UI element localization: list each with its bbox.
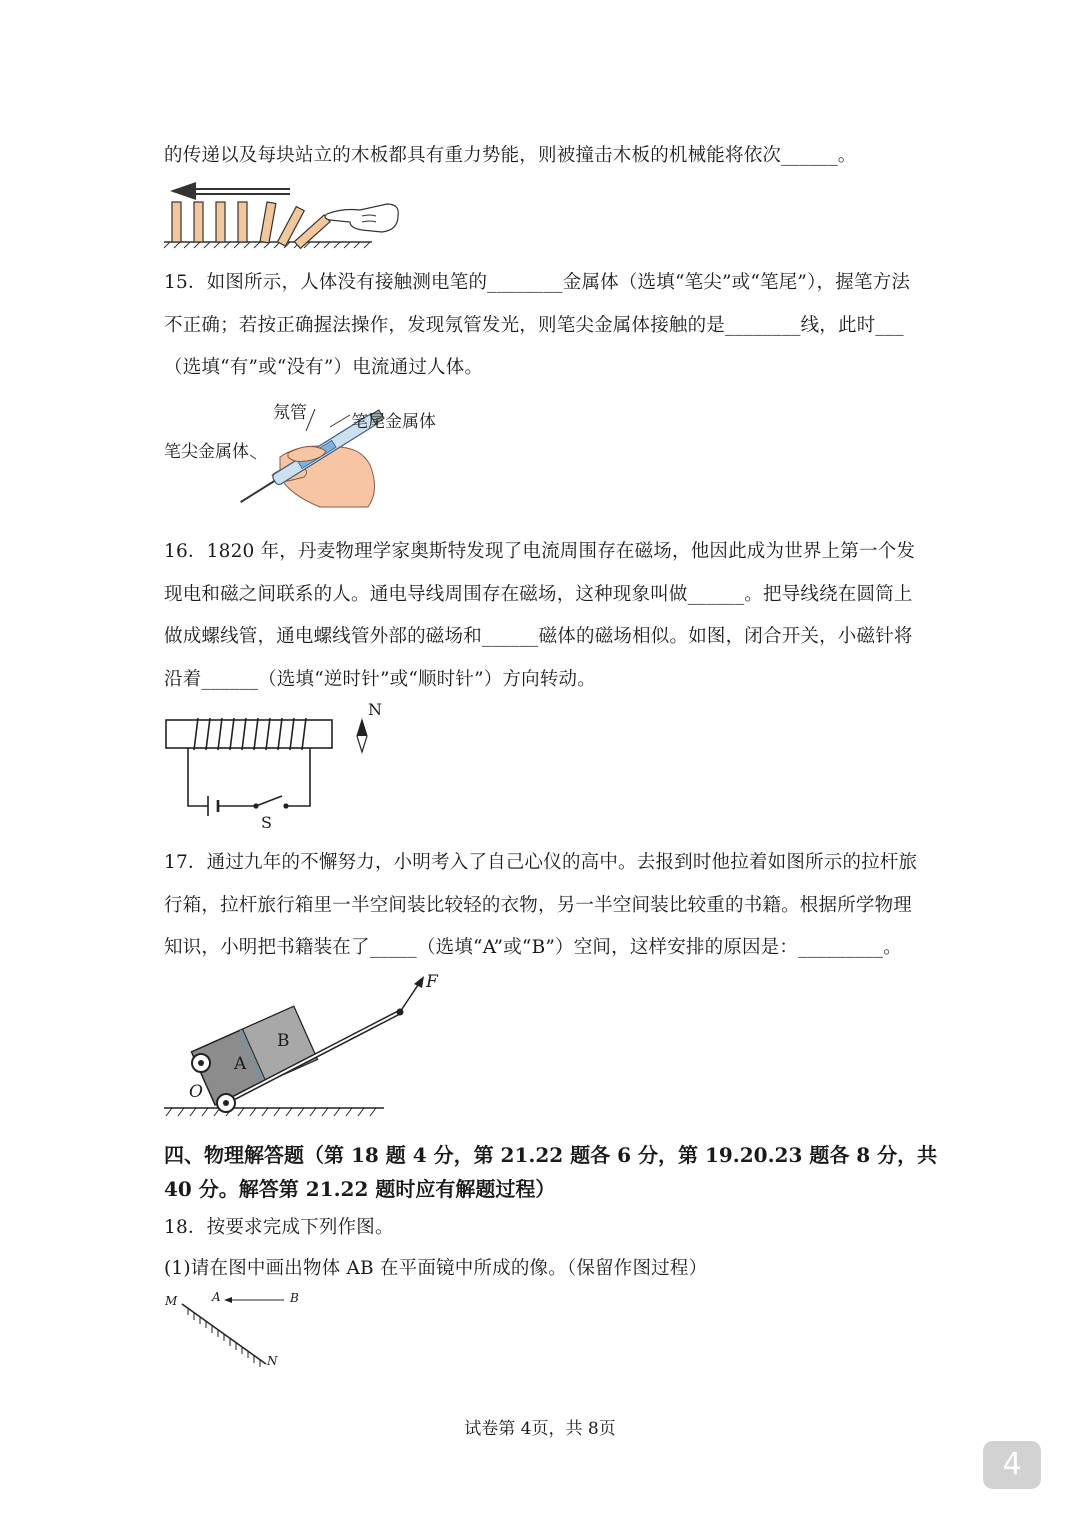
mirror-m-label: M [165,1294,178,1308]
q17-line-2: 行箱，拉杆旅行箱里一半空间装比较轻的衣物，另一半空间装比较重的书籍。根据所学物理 [164,895,913,916]
object-a-label: A [212,1290,221,1304]
page-number-badge: 4 [983,1441,1041,1489]
pivot-o-label: O [189,1082,203,1102]
q17-line-1: 17．通过九年的不懈努力，小明考入了自己心仪的高中。去报到时他拉着如图所示的拉杆旅 [164,852,918,873]
section-4-heading-line-2: 40 分。解答第 21.22 题时应有解题过程） [164,1177,556,1201]
compartment-b-label: B [277,1031,290,1051]
compartment-a-label: A [234,1054,247,1074]
section-4-heading-line-1: 四、物理解答题（第 18 题 4 分，第 21.22 题各 6 分，第 19.20.23 题各 8 分，共 [164,1143,938,1167]
q18-line-1: 18．按要求完成下列作图。 [164,1217,394,1238]
q16-line-4: 沿着______（选填“逆时针”或“顺时针”）方向转动。 [164,669,596,690]
solenoid-circuit-figure [164,700,394,830]
q16-line-2: 现电和磁之间联系的人。通电导线周围存在磁场，这种现象叫做______。把导线绕在圆筒上 [164,584,913,605]
q18-part-1: (1)请在图中画出物体 AB 在平面镜中所成的像。（保留作图过程） [164,1258,708,1279]
force-f-label: F [426,972,438,992]
neon-tube-label: 氖管 [273,403,307,423]
switch-label: S [261,813,272,832]
q15-line-1: 15．如图所示，人体没有接触测电笔的________金属体（选填“笔尖”或“笔尾”），握笔方法 [164,272,911,293]
domino-figure [162,180,402,250]
q16-line-1: 16．1820 年，丹麦物理学家奥斯特发现了电流周围存在磁场，他因此成为世界上第一个发 [164,541,916,562]
q15-line-3: （选填“有”或“没有”）电流通过人体。 [164,357,484,378]
pen-tip-metal-label: 笔尖金属体 [164,442,249,462]
q15-line-2: 不正确；若按正确握法操作，发现氖管发光，则笔尖金属体接触的是________线，此时___ [164,315,904,336]
pen-tail-metal-label: 笔尾金属体 [351,412,436,432]
luggage-lever-figure [162,972,442,1122]
page-footer: 试卷第 4页，共 8页 [464,1419,616,1439]
object-b-label: B [290,1291,299,1305]
compass-north-label: N [368,700,382,719]
mirror-n-label: N [267,1354,278,1368]
q14-text-tail: 的传递以及每块站立的木板都具有重力势能，则被撞击木板的机械能将依次______。 [164,145,857,166]
q17-line-3: 知识，小明把书籍装在了_____（选填“A”或“B”）空间，这样安排的原因是：_________。 [164,937,902,958]
q16-line-3: 做成螺线管，通电螺线管外部的磁场和______磁体的磁场相似。如图，闭合开关，小磁针将 [164,626,913,647]
